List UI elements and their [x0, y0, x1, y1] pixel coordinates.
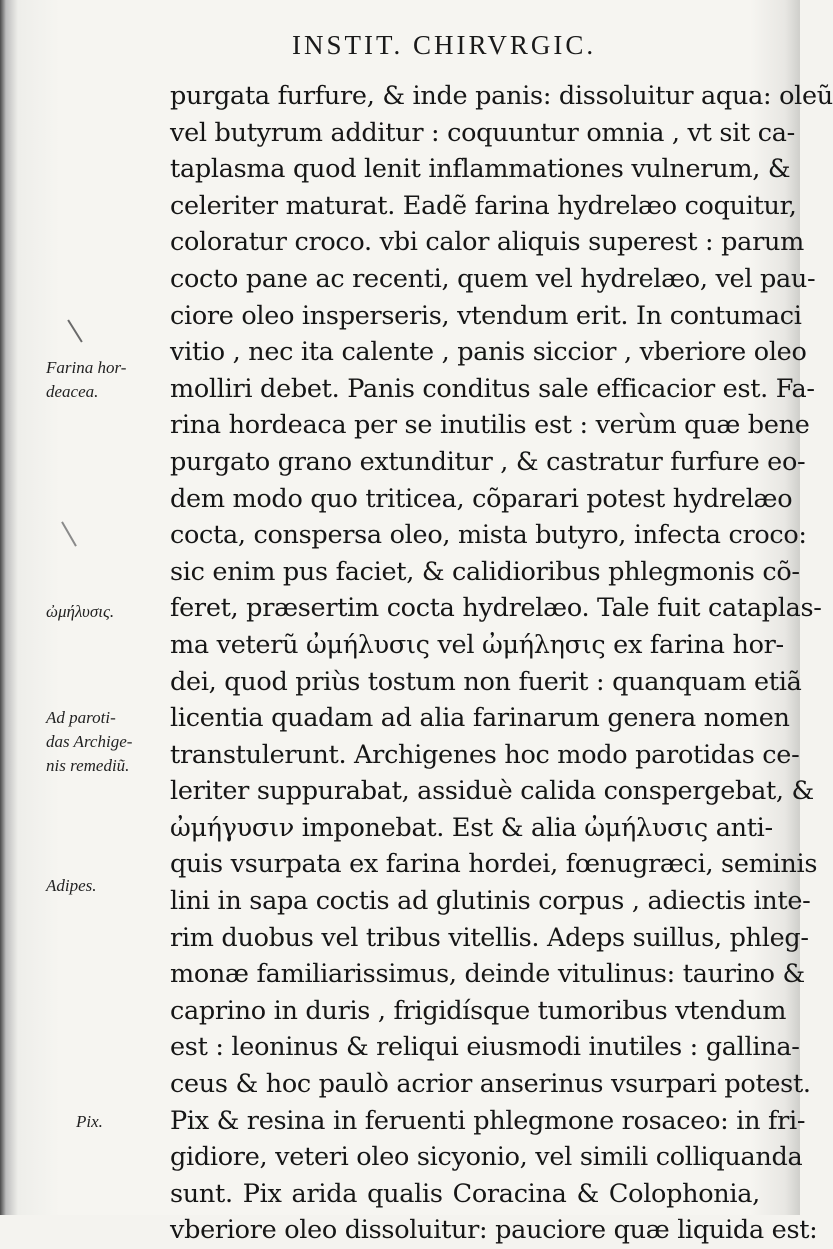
margin-note-adipes	[46, 874, 97, 898]
text-line: rim duobus vel tribus vitellis. Adeps suillus, phleg-	[170, 922, 809, 953]
margin-note-line: das Archige-	[46, 732, 133, 751]
pen-stroke-mark	[61, 521, 77, 546]
text-line: celeriter maturat. Eadẽ farina hydrelæo coquitur,	[170, 190, 797, 221]
margin-note-omelysis	[46, 600, 114, 624]
margin-note-line: Ad paroti-	[46, 708, 116, 727]
margin-note-line: nis remediũ.	[46, 756, 130, 775]
margin-note-farina-hordeacea	[46, 356, 126, 404]
text-line: coloratur croco. vbi calor aliquis superest : parum	[170, 227, 804, 258]
text-line: rina hordeaca per se inutilis est : verùm quæ bene	[170, 410, 810, 441]
running-title: INSTIT. CHIRVRGIC.	[292, 30, 597, 60]
text-line: gidiore, veteri oleo sicyonio, vel simili colliquanda	[170, 1142, 803, 1173]
text-line: Pix & resina in feruenti phlegmone rosaceo: in fri-	[170, 1105, 806, 1136]
text-line: dei, quod priùs tostum non fuerit : quanquam etiã	[170, 666, 802, 697]
text-line: transtulerunt. Archigenes hoc modo parotidas ce-	[170, 739, 800, 770]
text-line: vitio , nec ita calente , panis siccior , vberiore oleo	[170, 337, 807, 368]
text-line: feret, præsertim cocta hydrelæo. Tale fuit cataplas-	[170, 593, 822, 624]
text-line: licentia quadam ad alia farinarum genera nomen	[170, 703, 790, 734]
text-line: monæ familiarissimus, deinde vitulinus: taurino &	[170, 959, 805, 990]
text-line: leriter suppurabat, assiduè calida conspergebat, &	[170, 776, 814, 807]
margin-note-ad-parotidas	[46, 706, 132, 778]
margin-note-line: Farina hor-	[46, 358, 127, 377]
main-text-column	[170, 78, 833, 1249]
text-line: ma veterũ ὠμήλυσις vel ὠμήλησις ex farina hor-	[170, 629, 784, 660]
text-line: sunt. Pix arida qualis Coracina & Colophonia,	[170, 1178, 760, 1209]
text-line: cocto pane ac recenti, quem vel hydrelæo, vel pau-	[170, 263, 816, 294]
text-line: purgato grano extunditur , & castratur furfure eo-	[170, 446, 806, 477]
text-line: vberiore oleo dissoluitur: pauciore quæ liquida est:	[170, 1215, 818, 1246]
text-line: est : leoninus & reliqui eiusmodi inutiles : gallina-	[170, 1032, 800, 1063]
text-line: purgata furfure, & inde panis: dissoluitur aqua: oleũ	[170, 81, 833, 111]
text-line: dem modo quo triticea, cõparari potest hydrelæo	[170, 483, 793, 514]
margin-note-line: ὠμήλυσις.	[46, 602, 115, 621]
text-line: taplasma quod lenit inflammationes vulnerum, &	[170, 154, 791, 185]
text-line: ὠμήγυσιν imponebat. Est & alia ὠμήλυσις anti-	[170, 812, 773, 843]
text-line: ceus & hoc paulò acrior anserinus vsurpari potest.	[170, 1069, 811, 1100]
margin-note-line: Adipes.	[46, 876, 97, 895]
text-line: cocta, conspersa oleo, mista butyro, infecta croco:	[170, 520, 807, 551]
text-line: sic enim pus faciet, & calidioribus phlegmonis cõ-	[170, 556, 800, 587]
pen-stroke-mark	[67, 319, 82, 342]
margin-note-pix	[76, 1110, 103, 1134]
text-line: molliri debet. Panis conditus sale efficacior est. Fa-	[170, 373, 815, 404]
text-line: caprino in duris , frigidísque tumoribus vtendum	[170, 995, 787, 1026]
margin-note-line: deacea.	[46, 382, 99, 401]
margin-note-line: Pix.	[76, 1112, 103, 1131]
text-line: ciore oleo insperseris, vtendum erit. In contumaci	[170, 300, 802, 331]
text-line: vel butyrum additur : coquuntur omnia , vt sit ca-	[170, 117, 796, 148]
text-line: lini in sapa coctis ad glutinis corpus , adiectis inte-	[170, 886, 811, 917]
text-line: quis vsurpata ex farina hordei, fœnugræci, seminis	[170, 849, 818, 880]
